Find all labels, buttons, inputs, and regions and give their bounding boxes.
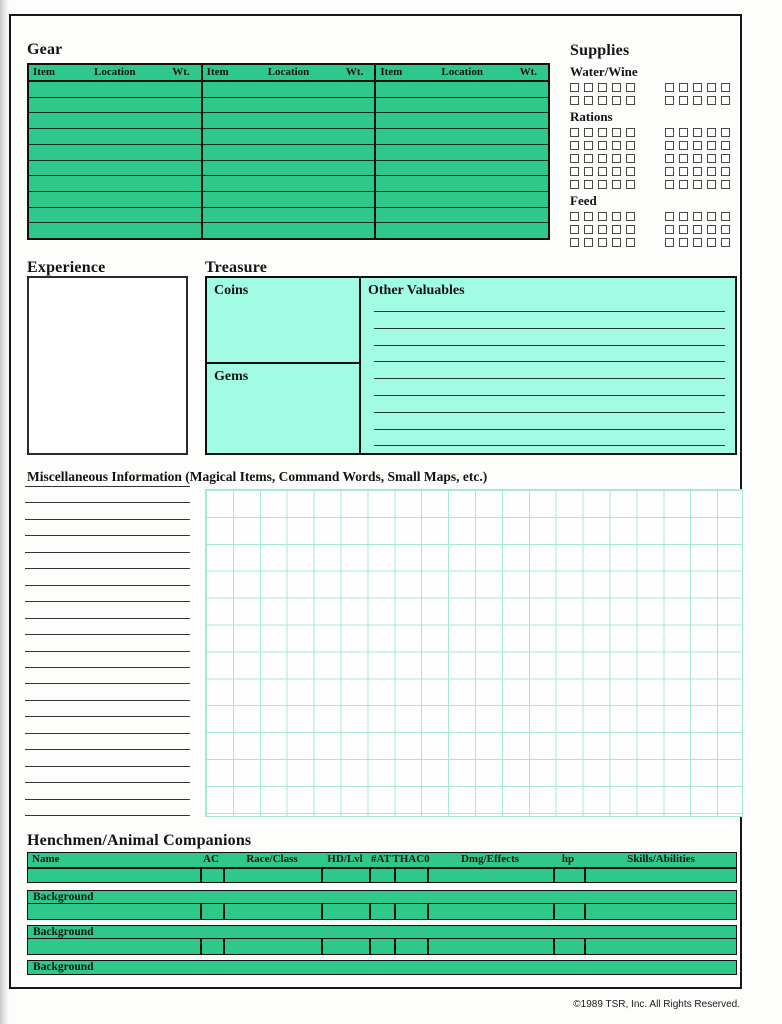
treasure-gems-cell[interactable]: [207, 364, 359, 385]
supply-checkbox-cluster: [665, 212, 730, 221]
henchmen-col-hdlvl: HD/Lvl: [327, 853, 363, 865]
gear-row[interactable]: [29, 129, 201, 145]
supply-checkbox[interactable]: [721, 154, 730, 163]
gear-col-wt: Wt.: [345, 66, 364, 78]
supply-checkbox-cluster: [665, 167, 730, 176]
misc-ruled-line[interactable]: [25, 585, 190, 586]
henchmen-column-divider: [223, 939, 225, 954]
supply-checkbox-cluster: [665, 96, 730, 105]
misc-ruled-line[interactable]: [25, 683, 190, 684]
other-valuables-line[interactable]: [374, 328, 725, 329]
supply-checkbox[interactable]: [707, 180, 716, 189]
supply-checkbox[interactable]: [570, 212, 579, 221]
supply-group-label: Water/Wine: [570, 64, 638, 79]
supplies-groups: [570, 65, 736, 247]
supply-checkbox[interactable]: [721, 238, 730, 247]
gear-row[interactable]: [29, 208, 201, 224]
henchmen-column-divider: [200, 904, 202, 919]
gear-group-body[interactable]: [376, 82, 548, 238]
supply-checkbox[interactable]: [612, 167, 621, 176]
supply-checkbox[interactable]: [707, 167, 716, 176]
supply-checkbox[interactable]: [693, 154, 702, 163]
henchmen-data-row[interactable]: [28, 904, 736, 919]
supply-checkbox[interactable]: [598, 238, 607, 247]
supply-checkbox-cluster: [570, 83, 635, 92]
misc-ruled-line[interactable]: [25, 716, 190, 717]
other-valuables-lines: [374, 311, 725, 449]
henchmen-column-divider: [321, 869, 323, 882]
misc-ruled-line[interactable]: [25, 502, 190, 503]
supply-checkbox[interactable]: [626, 128, 635, 137]
supply-checkbox[interactable]: [679, 154, 688, 163]
supply-checkbox[interactable]: [598, 212, 607, 221]
supply-checkbox[interactable]: [570, 154, 579, 163]
supply-checkbox[interactable]: [612, 225, 621, 234]
gear-col-location: Location: [441, 66, 483, 78]
supply-checkbox[interactable]: [612, 141, 621, 150]
gear-row[interactable]: [376, 223, 548, 238]
henchmen-column-divider: [584, 904, 586, 919]
supply-checkbox[interactable]: [570, 141, 579, 150]
henchmen-column-divider: [369, 869, 371, 882]
henchmen-column-divider: [321, 904, 323, 919]
supply-checkbox[interactable]: [612, 128, 621, 137]
supply-checkbox[interactable]: [665, 128, 674, 137]
supply-group-label: Feed: [570, 193, 597, 208]
misc-ruled-line[interactable]: [25, 667, 190, 668]
gear-row[interactable]: [29, 176, 201, 192]
gear-row[interactable]: [203, 113, 375, 129]
supply-checkbox[interactable]: [693, 128, 702, 137]
gear-column-group: [203, 65, 377, 238]
supply-checkbox[interactable]: [598, 141, 607, 150]
henchmen-block: [27, 890, 737, 920]
misc-ruled-line[interactable]: [25, 634, 190, 635]
supply-checkbox[interactable]: [626, 238, 635, 247]
supply-checkbox[interactable]: [598, 180, 607, 189]
supply-checkbox[interactable]: [612, 83, 621, 92]
gear-col-item: Item: [380, 66, 403, 78]
misc-ruled-line[interactable]: [25, 651, 190, 652]
gear-col-item: Item: [33, 66, 55, 78]
supply-checkbox-cluster: [570, 128, 635, 137]
henchmen-column-divider: [223, 869, 225, 882]
henchmen-block: [27, 960, 737, 975]
gear-row[interactable]: [376, 161, 548, 177]
henchmen-background-row[interactable]: [28, 961, 736, 973]
misc-ruled-line[interactable]: [25, 749, 190, 750]
henchmen-data-row[interactable]: [28, 869, 736, 882]
henchmen-column-divider: [200, 869, 202, 882]
supply-checkbox[interactable]: [584, 167, 593, 176]
other-valuables-line[interactable]: [374, 311, 725, 312]
gear-row[interactable]: [203, 192, 375, 208]
supply-checkbox-cluster: [665, 141, 730, 150]
supply-checkbox[interactable]: [665, 238, 674, 247]
supply-checkbox[interactable]: [665, 225, 674, 234]
misc-map-grid[interactable]: [205, 489, 743, 817]
misc-ruled-line[interactable]: [25, 601, 190, 602]
supply-checkbox[interactable]: [679, 180, 688, 189]
supply-checkbox[interactable]: [721, 225, 730, 234]
gear-row[interactable]: [203, 208, 375, 224]
supply-checkbox-row: [570, 154, 736, 163]
supply-checkbox[interactable]: [721, 212, 730, 221]
misc-ruled-line[interactable]: [25, 733, 190, 734]
gear-header: [376, 65, 548, 82]
henchmen-block: [27, 852, 737, 883]
supply-checkbox[interactable]: [679, 167, 688, 176]
supply-checkbox[interactable]: [584, 141, 593, 150]
misc-ruled-line[interactable]: [25, 535, 190, 536]
misc-ruled-line[interactable]: [25, 486, 190, 487]
supply-checkbox[interactable]: [679, 96, 688, 105]
misc-ruled-line[interactable]: [25, 766, 190, 767]
gear-title: Gear: [27, 41, 63, 58]
supply-checkbox[interactable]: [707, 238, 716, 247]
gear-row[interactable]: [29, 98, 201, 114]
supply-checkbox[interactable]: [679, 141, 688, 150]
gear-col-location: Location: [267, 66, 310, 78]
other-valuables-line[interactable]: [374, 345, 725, 346]
misc-ruled-line[interactable]: [25, 815, 190, 816]
supply-checkbox[interactable]: [721, 96, 730, 105]
treasure-left-pane: [207, 278, 361, 453]
supply-checkbox[interactable]: [707, 212, 716, 221]
supply-checkbox[interactable]: [598, 225, 607, 234]
supply-checkbox[interactable]: [612, 154, 621, 163]
gear-col-wt: Wt.: [172, 66, 190, 78]
supply-checkbox[interactable]: [584, 238, 593, 247]
henchmen-col-ac: AC: [203, 853, 219, 865]
supply-checkbox-cluster: [570, 225, 635, 234]
supply-checkbox[interactable]: [707, 128, 716, 137]
other-valuables-line[interactable]: [374, 412, 725, 413]
supply-checkbox[interactable]: [584, 154, 593, 163]
gear-group-body[interactable]: [29, 82, 201, 238]
supply-checkbox-row: [570, 238, 736, 247]
supply-checkbox[interactable]: [570, 180, 579, 189]
supply-checkbox[interactable]: [626, 141, 635, 150]
misc-ruled-line[interactable]: [25, 782, 190, 783]
misc-ruled-line[interactable]: [25, 552, 190, 553]
gear-row[interactable]: [376, 176, 548, 192]
gear-row[interactable]: [203, 98, 375, 114]
experience-box[interactable]: [27, 276, 188, 455]
other-valuables-label: Other Valuables: [368, 283, 465, 298]
gear-row[interactable]: [376, 192, 548, 208]
gems-label: Gems: [214, 369, 249, 384]
gear-row[interactable]: [203, 129, 375, 145]
henchmen-column-divider: [584, 869, 586, 882]
gear-column-group: [376, 65, 548, 238]
supply-checkbox-row: [570, 83, 736, 92]
supply-checkbox[interactable]: [721, 180, 730, 189]
supply-checkbox[interactable]: [665, 180, 674, 189]
supply-checkbox[interactable]: [626, 83, 635, 92]
supply-checkbox[interactable]: [626, 154, 635, 163]
henchmen-table: [27, 852, 737, 976]
henchmen-col-thac0: THAC0: [392, 853, 430, 865]
gear-row[interactable]: [376, 82, 548, 98]
gear-header: [29, 65, 201, 82]
supply-checkbox[interactable]: [665, 96, 674, 105]
supply-checkbox[interactable]: [598, 167, 607, 176]
gear-col-wt: Wt.: [519, 66, 538, 78]
supply-checkbox[interactable]: [679, 212, 688, 221]
supply-checkbox[interactable]: [707, 225, 716, 234]
supply-checkbox[interactable]: [693, 141, 702, 150]
supply-checkbox[interactable]: [626, 167, 635, 176]
henchmen-block: [27, 925, 737, 955]
coins-label: Coins: [214, 283, 249, 298]
supply-checkbox[interactable]: [721, 83, 730, 92]
henchmen-col-name: Name: [32, 853, 60, 865]
henchmen-column-divider: [427, 869, 429, 882]
henchmen-background-row[interactable]: [28, 891, 736, 904]
supply-checkbox[interactable]: [721, 128, 730, 137]
supply-checkbox[interactable]: [612, 238, 621, 247]
supply-checkbox[interactable]: [707, 141, 716, 150]
gear-header: [203, 65, 375, 82]
misc-ruled-line[interactable]: [25, 519, 190, 520]
supply-checkbox[interactable]: [584, 225, 593, 234]
henchmen-column-divider: [223, 904, 225, 919]
henchmen-title: Henchmen/Animal Companions: [27, 832, 252, 849]
supplies-section: [570, 42, 736, 251]
supply-checkbox-row: [570, 212, 736, 221]
henchmen-column-divider: [553, 869, 555, 882]
other-valuables-line[interactable]: [374, 361, 725, 362]
supply-checkbox[interactable]: [598, 154, 607, 163]
background-label: Background: [33, 891, 94, 903]
supply-checkbox[interactable]: [707, 83, 716, 92]
supply-checkbox[interactable]: [679, 225, 688, 234]
misc-ruled-line[interactable]: [25, 700, 190, 701]
supply-checkbox-cluster: [665, 128, 730, 137]
supply-checkbox[interactable]: [693, 238, 702, 247]
supply-checkbox[interactable]: [570, 96, 579, 105]
supply-checkbox[interactable]: [721, 167, 730, 176]
henchmen-column-divider: [427, 939, 429, 954]
supply-checkbox[interactable]: [626, 96, 635, 105]
copyright-text: ©1989 TSR, Inc. All Rights Reserved.: [573, 999, 740, 1010]
misc-ruled-line[interactable]: [25, 568, 190, 569]
supply-checkbox[interactable]: [584, 83, 593, 92]
supply-checkbox-row: [570, 96, 736, 105]
supply-checkbox-cluster: [570, 238, 635, 247]
treasure-right-pane: [361, 278, 735, 453]
supply-checkbox-row: [570, 225, 736, 234]
treasure-coins-cell[interactable]: [207, 278, 359, 364]
supply-checkbox[interactable]: [598, 83, 607, 92]
gear-row[interactable]: [203, 145, 375, 161]
henchmen-column-divider: [394, 939, 396, 954]
supply-checkbox[interactable]: [665, 83, 674, 92]
other-valuables-line[interactable]: [374, 378, 725, 379]
misc-ruled-line[interactable]: [25, 618, 190, 619]
background-label: Background: [33, 926, 94, 938]
gear-row[interactable]: [203, 223, 375, 238]
misc-ruled-line[interactable]: [25, 799, 190, 800]
henchmen-column-divider: [369, 939, 371, 954]
supply-checkbox[interactable]: [570, 128, 579, 137]
supply-checkbox-row: [570, 128, 736, 137]
supply-checkbox[interactable]: [721, 141, 730, 150]
gear-row[interactable]: [203, 82, 375, 98]
henchmen-col-raceclass: Race/Class: [246, 853, 298, 865]
henchmen-background-row[interactable]: [28, 926, 736, 939]
experience-title: Experience: [27, 259, 106, 276]
gear-row[interactable]: [29, 145, 201, 161]
supply-checkbox[interactable]: [626, 180, 635, 189]
gear-row[interactable]: [29, 82, 201, 98]
supply-checkbox[interactable]: [626, 225, 635, 234]
supply-checkbox[interactable]: [570, 238, 579, 247]
supply-checkbox[interactable]: [665, 212, 674, 221]
supply-checkbox[interactable]: [598, 128, 607, 137]
supply-checkbox[interactable]: [707, 96, 716, 105]
supply-group-label: Rations: [570, 109, 613, 124]
background-label: Background: [33, 961, 94, 973]
supply-checkbox-cluster: [570, 141, 635, 150]
supply-checkbox[interactable]: [626, 212, 635, 221]
gear-column-group: [29, 65, 203, 238]
supply-checkbox[interactable]: [612, 96, 621, 105]
supply-checkbox[interactable]: [570, 167, 579, 176]
henchmen-column-divider: [200, 939, 202, 954]
supply-checkbox[interactable]: [693, 96, 702, 105]
henchmen-col-skills: Skills/Abilities: [627, 853, 695, 865]
supply-checkbox[interactable]: [612, 212, 621, 221]
supply-checkbox-cluster: [570, 212, 635, 221]
gear-table: [27, 63, 550, 240]
henchmen-column-divider: [553, 904, 555, 919]
treasure-box: [205, 276, 737, 455]
treasure-title: Treasure: [205, 259, 268, 276]
supply-checkbox-cluster: [665, 83, 730, 92]
supply-checkbox[interactable]: [584, 212, 593, 221]
supply-checkbox[interactable]: [584, 128, 593, 137]
henchmen-col-dmg: Dmg/Effects: [460, 853, 520, 865]
gear-row[interactable]: [29, 192, 201, 208]
gear-row[interactable]: [29, 223, 201, 238]
gear-row[interactable]: [376, 129, 548, 145]
henchmen-column-divider: [553, 939, 555, 954]
supply-checkbox[interactable]: [570, 83, 579, 92]
henchmen-col-hp: hp: [561, 853, 575, 865]
supply-checkbox[interactable]: [693, 83, 702, 92]
supply-checkbox[interactable]: [707, 154, 716, 163]
supply-checkbox-cluster: [665, 180, 730, 189]
supply-checkbox-row: [570, 141, 736, 150]
supply-checkbox[interactable]: [679, 238, 688, 247]
henchmen-column-divider: [321, 939, 323, 954]
supply-checkbox[interactable]: [584, 96, 593, 105]
supply-checkbox[interactable]: [693, 212, 702, 221]
misc-title: Miscellaneous Information (Magical Items, Command Words, Small Maps, etc.): [27, 469, 488, 484]
henchmen-column-divider: [427, 904, 429, 919]
other-valuables-line[interactable]: [374, 395, 725, 396]
gear-row[interactable]: [203, 176, 375, 192]
gear-row[interactable]: [376, 145, 548, 161]
supply-checkbox-row: [570, 167, 736, 176]
misc-ruled-lines[interactable]: [25, 486, 190, 820]
supplies-title: Supplies: [570, 42, 630, 59]
henchmen-col-at: #AT: [371, 853, 391, 865]
supply-checkbox[interactable]: [693, 167, 702, 176]
supply-checkbox[interactable]: [665, 167, 674, 176]
gear-row[interactable]: [376, 113, 548, 129]
henchmen-column-divider: [584, 939, 586, 954]
supply-checkbox-cluster: [665, 225, 730, 234]
supply-checkbox-cluster: [570, 180, 635, 189]
supply-checkbox-cluster: [570, 167, 635, 176]
gear-row[interactable]: [376, 98, 548, 114]
gear-group-body[interactable]: [203, 82, 375, 238]
scan-edge-shadow: [0, 0, 9, 1024]
henchmen-header-row: [28, 853, 736, 869]
supply-checkbox[interactable]: [679, 83, 688, 92]
supply-checkbox-cluster: [570, 154, 635, 163]
supply-checkbox-cluster: [570, 96, 635, 105]
supply-checkbox[interactable]: [665, 154, 674, 163]
supply-checkbox[interactable]: [693, 225, 702, 234]
gear-row[interactable]: [29, 161, 201, 177]
supply-checkbox-row: [570, 180, 736, 189]
supply-checkbox[interactable]: [570, 225, 579, 234]
supply-checkbox[interactable]: [665, 141, 674, 150]
supply-checkbox[interactable]: [693, 180, 702, 189]
other-valuables-line[interactable]: [374, 429, 725, 430]
gear-row[interactable]: [203, 161, 375, 177]
supply-checkbox[interactable]: [612, 180, 621, 189]
gear-row[interactable]: [29, 113, 201, 129]
other-valuables-line[interactable]: [374, 445, 725, 446]
supply-checkbox[interactable]: [679, 128, 688, 137]
gear-row[interactable]: [376, 208, 548, 224]
gear-col-location: Location: [94, 66, 136, 78]
henchmen-data-row[interactable]: [28, 939, 736, 954]
henchmen-column-divider: [369, 904, 371, 919]
supply-checkbox-cluster: [665, 238, 730, 247]
gear-col-item: Item: [206, 66, 229, 78]
supply-checkbox[interactable]: [598, 96, 607, 105]
henchmen-column-divider: [394, 869, 396, 882]
supply-checkbox-cluster: [665, 154, 730, 163]
supply-checkbox[interactable]: [584, 180, 593, 189]
henchmen-column-divider: [394, 904, 396, 919]
